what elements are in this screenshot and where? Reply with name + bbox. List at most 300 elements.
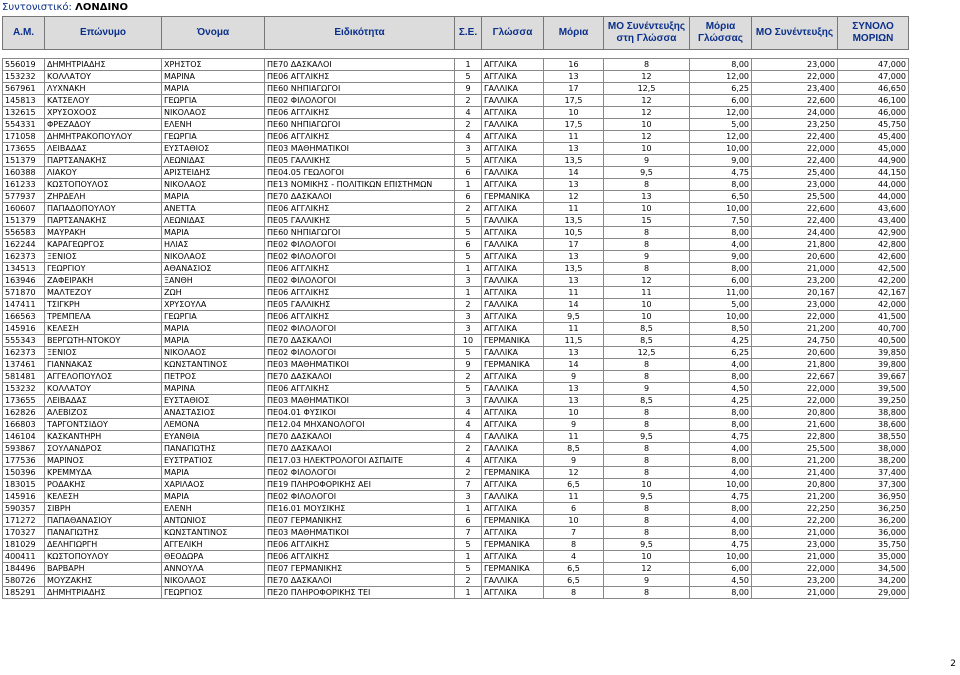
cell-specialty: ΠΕ70 ΔΑΣΚΑΛΟΙ [265,335,455,347]
cell-interview-avg: 22,667 [752,371,838,383]
table-header-row [3,17,909,50]
cell-language: ΑΓΓΛΙΚΑ [482,479,544,491]
cell-name: ΕΥΣΤΑΘΙΟΣ [162,143,265,155]
cell-language-points: 8,00 [690,419,752,431]
cell-specialty: ΠΕ07 ΓΕΡΜΑΝΙΚΗΣ [265,515,455,527]
cell-se: 3 [455,143,482,155]
page-number: 2 [950,659,956,669]
table-row [3,143,909,155]
cell-interview-avg: 20,600 [752,347,838,359]
cell-interview-avg: 22,400 [752,155,838,167]
cell-surname: ΔΕΛΗΓΙΩΡΓΗ [45,539,162,551]
cell-interview-avg: 25,500 [752,443,838,455]
cell-se: 4 [455,431,482,443]
header-gap [3,50,909,59]
cell-interview-avg: 21,000 [752,587,838,599]
cell-se: 2 [455,467,482,479]
cell-total-points: 47,000 [838,59,909,71]
cell-interview-avg: 22,250 [752,503,838,515]
cell-specialty: ΠΕ07 ΓΕΡΜΑΝΙΚΗΣ [265,563,455,575]
cell-surname: ΚΕΛΕΣΗ [45,491,162,503]
cell-total-points: 43,400 [838,215,909,227]
cell-am: 183015 [3,479,45,491]
cell-specialty: ΠΕ05 ΓΑΛΛΙΚΗΣ [265,155,455,167]
cell-specialty: ΠΕ04.01 ΦΥΣΙΚΟΙ [265,407,455,419]
cell-language-points: 9,00 [690,155,752,167]
cell-name: ΓΕΩΡΓΙΟΣ [162,587,265,599]
cell-interview-avg: 25,500 [752,191,838,203]
cell-points: 8,5 [544,443,604,455]
cell-language: ΓΑΛΛΙΚΑ [482,215,544,227]
cell-specialty: ΠΕ19 ΠΛΗΡΟΦΟΡΙΚΗΣ ΑΕΙ [265,479,455,491]
cell-points: 8 [544,587,604,599]
table-row [3,347,909,359]
cell-specialty: ΠΕ60 ΝΗΠΙΑΓΩΓΟΙ [265,119,455,131]
cell-language-points: 12,00 [690,131,752,143]
cell-surname: ΚΩΣΤΟΠΟΥΛΟΥ [45,551,162,563]
cell-am: 150396 [3,467,45,479]
cell-language: ΑΓΓΛΙΚΑ [482,263,544,275]
cell-total-points: 42,000 [838,299,909,311]
cell-specialty: ΠΕ04.05 ΓΕΩΛΟΓΟΙ [265,167,455,179]
table-row [3,71,909,83]
cell-points: 14 [544,167,604,179]
table-row [3,179,909,191]
col-header-interview-avg: ΜΟ Συνέντευξης [752,17,838,50]
cell-se: 5 [455,347,482,359]
cell-interview-language-avg: 11 [604,287,690,299]
cell-interview-avg: 22,400 [752,131,838,143]
cell-specialty: ΠΕ05 ΓΑΛΛΙΚΗΣ [265,299,455,311]
cell-specialty: ΠΕ06 ΑΓΓΛΙΚΗΣ [265,71,455,83]
cell-language-points: 6,00 [690,95,752,107]
cell-total-points: 45,750 [838,119,909,131]
col-header-interview-language-avg: ΜΟ Συνέντευξης στη Γλώσσα [604,17,690,50]
cell-name: ΕΛΕΝΗ [162,503,265,515]
cell-am: 147411 [3,299,45,311]
cell-interview-language-avg: 8 [604,587,690,599]
cell-se: 2 [455,299,482,311]
cell-am: 593867 [3,443,45,455]
cell-name: ΜΑΡΙΑ [162,323,265,335]
cell-surname: ΠΑΠΑΘΑΝΑΣΙΟΥ [45,515,162,527]
cell-am: 163946 [3,275,45,287]
cell-specialty: ΠΕ70 ΔΑΣΚΑΛΟΙ [265,443,455,455]
cell-interview-language-avg: 8,5 [604,323,690,335]
cell-name: ΘΕΟΔΩΡΑ [162,551,265,563]
cell-language-points: 12,00 [690,107,752,119]
cell-am: 162244 [3,239,45,251]
cell-specialty: ΠΕ02 ΦΙΛΟΛΟΓΟΙ [265,323,455,335]
cell-am: 400411 [3,551,45,563]
cell-language: ΓΑΛΛΙΚΑ [482,383,544,395]
cell-surname: ΖΗΡΔΕΛΗ [45,191,162,203]
cell-surname: ΚΡΕΜΜΥΔΑ [45,467,162,479]
cell-se: 5 [455,155,482,167]
cell-language: ΑΓΓΛΙΚΑ [482,371,544,383]
cell-interview-language-avg: 10 [604,143,690,155]
cell-specialty: ΠΕ06 ΑΓΓΛΙΚΗΣ [265,383,455,395]
cell-language: ΑΓΓΛΙΚΑ [482,323,544,335]
cell-interview-avg: 23,400 [752,83,838,95]
cell-surname: ΖΑΦΕΙΡΑΚΗ [45,275,162,287]
cell-interview-language-avg: 8 [604,527,690,539]
cell-surname: ΞΕΝΙΟΣ [45,347,162,359]
cell-points: 13 [544,71,604,83]
cell-language: ΑΓΓΛΙΚΑ [482,455,544,467]
cell-points: 11 [544,131,604,143]
cell-language: ΓΑΛΛΙΚΑ [482,83,544,95]
cell-name: ΑΡΙΣΤΕΙΔΗΣ [162,167,265,179]
cell-surname: ΚΟΛΛΑΤΟΥ [45,383,162,395]
cell-am: 170327 [3,527,45,539]
cell-language-points: 4,00 [690,359,752,371]
cell-am: 554331 [3,119,45,131]
cell-total-points: 39,800 [838,359,909,371]
cell-name: ΧΡΥΣΟΥΛΑ [162,299,265,311]
cell-language: ΑΓΓΛΙΚΑ [482,503,544,515]
cell-name: ΛΕΩΝΙΔΑΣ [162,215,265,227]
cell-language: ΓΕΡΜΑΝΙΚΑ [482,467,544,479]
cell-language: ΓΕΡΜΑΝΙΚΑ [482,563,544,575]
cell-language: ΑΓΓΛΙΚΑ [482,407,544,419]
cell-se: 3 [455,275,482,287]
cell-se: 5 [455,563,482,575]
cell-interview-language-avg: 9 [604,251,690,263]
cell-total-points: 44,900 [838,155,909,167]
cell-surname: ΠΑΡΤΣΑΝΑΚΗΣ [45,155,162,167]
table-row [3,431,909,443]
cell-language: ΓΑΛΛΙΚΑ [482,431,544,443]
table-row [3,407,909,419]
cell-am: 166563 [3,311,45,323]
cell-am: 153232 [3,71,45,83]
cell-language-points: 4,00 [690,443,752,455]
cell-am: 162373 [3,251,45,263]
cell-name: ΑΝΝΟΥΛΑ [162,563,265,575]
cell-language-points: 4,00 [690,239,752,251]
cell-interview-avg: 21,200 [752,323,838,335]
cell-se: 7 [455,479,482,491]
cell-name: ΑΘΑΝΑΣΙΟΣ [162,263,265,275]
cell-specialty: ΠΕ02 ΦΙΛΟΛΟΓΟΙ [265,467,455,479]
cell-surname: ΧΡΥΣΟΧΟΟΣ [45,107,162,119]
table-row [3,335,909,347]
cell-total-points: 38,000 [838,443,909,455]
cell-se: 5 [455,215,482,227]
cell-language-points: 7,50 [690,215,752,227]
cell-interview-avg: 21,800 [752,239,838,251]
cell-interview-avg: 21,000 [752,551,838,563]
cell-language: ΑΓΓΛΙΚΑ [482,227,544,239]
cell-name: ΜΑΡΙΑ [162,467,265,479]
cell-se: 1 [455,263,482,275]
cell-specialty: ΠΕ03 ΜΑΘΗΜΑΤΙΚΟΙ [265,395,455,407]
cell-points: 13,5 [544,155,604,167]
cell-total-points: 39,667 [838,371,909,383]
cell-points: 11 [544,431,604,443]
table-row [3,503,909,515]
cell-surname: ΠΑΝΑΓΙΩΤΗΣ [45,527,162,539]
cell-interview-language-avg: 10 [604,551,690,563]
cell-interview-language-avg: 8 [604,467,690,479]
cell-surname: ΑΛΕΒΙΖΟΣ [45,407,162,419]
cell-language: ΓΑΛΛΙΚΑ [482,95,544,107]
table-row [3,467,909,479]
cell-am: 177536 [3,455,45,467]
cell-points: 6,5 [544,575,604,587]
cell-language: ΓΑΛΛΙΚΑ [482,575,544,587]
cell-name: ΑΝΕΤΤΑ [162,203,265,215]
cell-surname: ΦΡΕΖΑΔΟΥ [45,119,162,131]
table-row [3,359,909,371]
cell-language: ΑΓΓΛΙΚΑ [482,251,544,263]
cell-language: ΑΓΓΛΙΚΑ [482,131,544,143]
col-header-language-points: Μόρια Γλώσσας [690,17,752,50]
cell-language: ΓΑΛΛΙΚΑ [482,167,544,179]
cell-name: ΕΥΣΤΡΑΤΙΟΣ [162,455,265,467]
cell-se: 5 [455,71,482,83]
cell-interview-language-avg: 12 [604,275,690,287]
cell-am: 166803 [3,419,45,431]
cell-am: 580726 [3,575,45,587]
cell-interview-language-avg: 10 [604,119,690,131]
cell-interview-language-avg: 12,5 [604,347,690,359]
cell-specialty: ΠΕ16.01 ΜΟΥΣΙΚΗΣ [265,503,455,515]
cell-points: 9 [544,455,604,467]
cell-interview-language-avg: 10 [604,311,690,323]
coordinator-line [2,2,128,14]
cell-interview-avg: 22,000 [752,383,838,395]
cell-interview-avg: 22,000 [752,143,838,155]
cell-total-points: 34,500 [838,563,909,575]
table-row [3,563,909,575]
cell-language-points: 8,50 [690,323,752,335]
cell-language-points: 5,00 [690,119,752,131]
cell-se: 3 [455,395,482,407]
cell-se: 4 [455,131,482,143]
cell-specialty: ΠΕ06 ΑΓΓΛΙΚΗΣ [265,551,455,563]
cell-interview-avg: 21,400 [752,467,838,479]
cell-language-points: 8,00 [690,227,752,239]
cell-points: 9 [544,371,604,383]
cell-language: ΓΑΛΛΙΚΑ [482,491,544,503]
cell-surname: ΤΡΕΜΠΕΛΑ [45,311,162,323]
cell-name: ΜΑΡΙΝΑ [162,383,265,395]
cell-surname: ΣΙΒΡΗ [45,503,162,515]
cell-am: 160388 [3,167,45,179]
cell-language: ΓΕΡΜΑΝΙΚΑ [482,515,544,527]
cell-language: ΑΓΓΛΙΚΑ [482,527,544,539]
cell-language: ΓΕΡΜΑΝΙΚΑ [482,191,544,203]
cell-points: 10 [544,107,604,119]
cell-language: ΓΑΛΛΙΚΑ [482,275,544,287]
table-row [3,527,909,539]
cell-se: 2 [455,443,482,455]
cell-total-points: 46,000 [838,107,909,119]
cell-total-points: 37,300 [838,479,909,491]
cell-se: 9 [455,359,482,371]
cell-surname: ΚΑΣΚΑΝΤΗΡΗ [45,431,162,443]
cell-se: 5 [455,383,482,395]
table-row [3,455,909,467]
cell-language-points: 8,00 [690,587,752,599]
cell-se: 5 [455,227,482,239]
cell-specialty: ΠΕ06 ΑΓΓΛΙΚΗΣ [265,539,455,551]
cell-points: 11 [544,323,604,335]
cell-surname: ΠΑΡΤΣΑΝΑΚΗΣ [45,215,162,227]
cell-am: 181029 [3,539,45,551]
cell-points: 7 [544,527,604,539]
cell-se: 5 [455,251,482,263]
cell-points: 13 [544,347,604,359]
cell-points: 17,5 [544,95,604,107]
cell-specialty: ΠΕ02 ΦΙΛΟΛΟΓΟΙ [265,491,455,503]
cell-am: 567961 [3,83,45,95]
cell-interview-language-avg: 8 [604,455,690,467]
cell-am: 555343 [3,335,45,347]
cell-surname: ΚΩΣΤΟΠΟΥΛΟΣ [45,179,162,191]
col-header-points: Μόρια [544,17,604,50]
cell-am: 590357 [3,503,45,515]
cell-se: 3 [455,491,482,503]
cell-points: 9 [544,419,604,431]
cell-interview-language-avg: 8 [604,419,690,431]
cell-interview-language-avg: 8 [604,443,690,455]
cell-interview-avg: 21,200 [752,455,838,467]
cell-language-points: 4,75 [690,491,752,503]
cell-language: ΑΓΓΛΙΚΑ [482,143,544,155]
cell-language-points: 4,00 [690,467,752,479]
col-header-se: Σ.Ε. [455,17,482,50]
cell-se: 1 [455,59,482,71]
cell-language: ΓΕΡΜΑΝΙΚΑ [482,335,544,347]
cell-points: 12 [544,191,604,203]
cell-interview-avg: 23,250 [752,119,838,131]
cell-interview-avg: 21,800 [752,359,838,371]
cell-interview-avg: 21,200 [752,491,838,503]
cell-am: 184496 [3,563,45,575]
table-row [3,479,909,491]
cell-interview-language-avg: 12 [604,95,690,107]
cell-specialty: ΠΕ70 ΔΑΣΚΑΛΟΙ [265,371,455,383]
cell-interview-language-avg: 12 [604,71,690,83]
cell-points: 6,5 [544,479,604,491]
cell-interview-language-avg: 8 [604,239,690,251]
cell-se: 4 [455,419,482,431]
cell-surname: ΛΕΙΒΑΔΑΣ [45,143,162,155]
cell-surname: ΤΑΡΓΟΝΤΣΙΔΟΥ [45,419,162,431]
cell-am: 581481 [3,371,45,383]
cell-am: 571870 [3,287,45,299]
cell-interview-language-avg: 12 [604,563,690,575]
cell-interview-avg: 21,000 [752,263,838,275]
cell-language: ΓΑΛΛΙΚΑ [482,443,544,455]
cell-language-points: 6,25 [690,83,752,95]
cell-se: 2 [455,119,482,131]
cell-interview-avg: 24,400 [752,227,838,239]
cell-se: 5 [455,539,482,551]
cell-name: ΝΙΚΟΛΑΟΣ [162,251,265,263]
cell-interview-avg: 23,000 [752,179,838,191]
cell-se: 4 [455,107,482,119]
cell-am: 161233 [3,179,45,191]
cell-se: 6 [455,239,482,251]
cell-total-points: 44,150 [838,167,909,179]
cell-language: ΑΓΓΛΙΚΑ [482,287,544,299]
cell-total-points: 35,750 [838,539,909,551]
cell-am: 134513 [3,263,45,275]
cell-surname: ΠΑΠΑΔΟΠΟΥΛΟΥ [45,203,162,215]
table-row [3,167,909,179]
cell-points: 14 [544,359,604,371]
cell-language-points: 9,00 [690,251,752,263]
cell-language-points: 10,00 [690,311,752,323]
cell-interview-language-avg: 12,5 [604,83,690,95]
cell-language-points: 4,50 [690,575,752,587]
cell-total-points: 36,200 [838,515,909,527]
cell-total-points: 38,200 [838,455,909,467]
cell-name: ΜΑΡΙΑ [162,227,265,239]
cell-name: ΗΛΙΑΣ [162,239,265,251]
cell-surname: ΞΕΝΙΟΣ [45,251,162,263]
cell-points: 16 [544,59,604,71]
table-row [3,215,909,227]
cell-total-points: 41,500 [838,311,909,323]
cell-name: ΑΝΑΣΤΑΣΙΟΣ [162,407,265,419]
cell-surname: ΜΑΥΡΑΚΗ [45,227,162,239]
cell-surname: ΜΟΥΖΑΚΗΣ [45,575,162,587]
cell-language: ΓΕΡΜΑΝΙΚΑ [482,539,544,551]
cell-name: ΕΥΑΝΘΙΑ [162,431,265,443]
cell-total-points: 36,950 [838,491,909,503]
cell-se: 4 [455,407,482,419]
cell-specialty: ΠΕ05 ΓΑΛΛΙΚΗΣ [265,215,455,227]
cell-interview-language-avg: 8,5 [604,395,690,407]
cell-language-points: 11,00 [690,287,752,299]
cell-interview-avg: 22,000 [752,311,838,323]
cell-am: 173655 [3,395,45,407]
cell-surname: ΣΟΥΛΑΝΔΡΟΣ [45,443,162,455]
cell-specialty: ΠΕ70 ΔΑΣΚΑΛΟΙ [265,575,455,587]
cell-interview-avg: 22,600 [752,203,838,215]
cell-name: ΑΝΤΩΝΙΟΣ [162,515,265,527]
cell-language-points: 10,00 [690,203,752,215]
cell-name: ΜΑΡΙΑ [162,335,265,347]
cell-points: 10,5 [544,227,604,239]
cell-surname: ΒΑΡΒΑΡΗ [45,563,162,575]
cell-am: 162826 [3,407,45,419]
cell-language-points: 8,00 [690,407,752,419]
cell-points: 13 [544,383,604,395]
cell-total-points: 39,500 [838,383,909,395]
cell-specialty: ΠΕ02 ΦΙΛΟΛΟΓΟΙ [265,347,455,359]
cell-points: 13 [544,179,604,191]
cell-surname: ΛΙΑΚΟΥ [45,167,162,179]
cell-am: 151379 [3,155,45,167]
cell-name: ΜΑΡΙΑ [162,83,265,95]
cell-name: ΑΓΓΕΛΙΚΗ [162,539,265,551]
cell-am: 137461 [3,359,45,371]
cell-specialty: ΠΕ20 ΠΛΗΡΟΦΟΡΙΚΗΣ ΤΕΙ [265,587,455,599]
cell-interview-avg: 20,600 [752,251,838,263]
cell-name: ΜΑΡΙΝΑ [162,71,265,83]
cell-language: ΓΑΛΛΙΚΑ [482,395,544,407]
cell-am: 173655 [3,143,45,155]
cell-am: 145916 [3,323,45,335]
cell-interview-language-avg: 8 [604,179,690,191]
cell-points: 17 [544,239,604,251]
